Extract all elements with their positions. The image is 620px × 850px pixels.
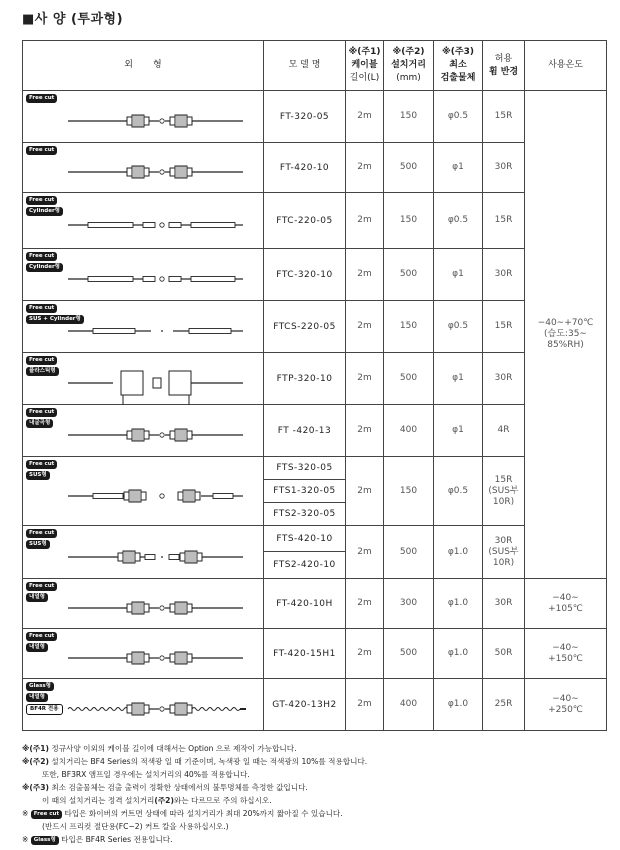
figure-cell [23,301,264,353]
type-badge: 내굴곡형 [26,419,53,428]
sensing-distance: 500 [384,526,434,579]
cable-length: 2m [346,579,384,629]
cable-length: 2m [346,301,384,353]
header-cable: ※(주1) 케이블 길이(L) [346,41,384,91]
fiber-sensor-drawing [63,193,248,249]
table-row [23,249,607,301]
model-name: FTS-420-10 [264,526,346,552]
fiber-sensor-drawing [63,526,248,579]
type-badges [26,529,57,549]
model-name: FTS2-420-10 [264,552,346,579]
type-badges [26,632,57,652]
cable-length: 2m [346,353,384,405]
min-object: φ1.0 [434,679,483,731]
header-min-object: ※(주3) 최소 검출물체 [434,41,483,91]
cable-length: 2m [346,679,384,731]
header-temp: 사용온도 [525,41,607,91]
table-row [23,91,607,143]
table-row [23,579,607,629]
note-5: ※ Glass형 타입은 BF4R Series 전용입니다. [22,835,173,844]
bend-radius: 30R [483,579,525,629]
min-object: φ1 [434,353,483,405]
figure-cell [23,193,264,249]
fiber-sensor-drawing [63,143,248,193]
page-title: ■사 양 (투과형) [22,12,124,27]
table-row [23,457,607,480]
model-name: FTC-320-10 [264,249,346,301]
model-name: FTS1-320-05 [264,480,346,503]
model-name: FT-420-10H [264,579,346,629]
bend-radius: 30R [483,143,525,193]
operating-temp: −40∼ +105℃ [525,579,607,629]
type-badges [26,460,57,480]
glass-badge: Glass형 [31,836,59,845]
note-2b: 또한, BF3RX 앰프일 경우에는 설치거리의 40%를 적용합니다. [42,770,250,779]
sensing-distance: 400 [384,679,434,731]
table-row [23,193,607,249]
figure-cell [23,405,264,457]
header-bend-radius: 허용 휨 반경 [483,41,525,91]
type-badges [26,356,59,376]
cable-length: 2m [346,193,384,249]
figure-cell [23,91,264,143]
type-badge: Cylinder형 [26,263,63,272]
operating-temp: −40∼ +250℃ [525,679,607,731]
min-object: φ0.5 [434,457,483,526]
table-row [23,629,607,679]
sensing-distance: 500 [384,353,434,405]
sensing-distance: 500 [384,143,434,193]
fiber-sensor-drawing [63,91,248,143]
figure-cell [23,353,264,405]
model-name: FT-320-05 [264,91,346,143]
sensing-distance: 150 [384,193,434,249]
header-figure: 외 형 [23,41,264,91]
sensing-distance: 300 [384,579,434,629]
fiber-sensor-drawing [63,629,248,679]
table-row [23,405,607,457]
table-row [23,143,607,193]
fiber-sensor-drawing [63,679,248,731]
cable-length: 2m [346,526,384,579]
model-name: FTCS-220-05 [264,301,346,353]
sensing-distance: 150 [384,301,434,353]
fiber-sensor-drawing [63,249,248,301]
type-badge: SUS형 [26,540,50,549]
type-badge: Free cut [26,460,57,469]
type-badge: Free cut [26,408,57,417]
cable-length: 2m [346,91,384,143]
sensing-distance: 500 [384,249,434,301]
min-object: φ0.5 [434,193,483,249]
bend-radius: 30R [483,353,525,405]
type-badges [26,196,63,216]
note-4: ※ Free cut 타입은 화이버의 커트면 상태에 따라 설치거리가 최대 20%까지 짧아질 수 있습니다. [22,809,343,818]
fiber-sensor-drawing [63,301,248,353]
bend-radius: 50R [483,629,525,679]
note-2: ※(주2) 설치거리는 BF4 Series의 적색광 일 때 기준이며, 녹색광 일 때는 적색광의 10%를 적용합니다. [22,757,368,766]
sensing-distance: 500 [384,629,434,679]
min-object: φ0.5 [434,91,483,143]
table-row [23,353,607,405]
type-badge: Free cut [26,94,57,103]
note-4b: (반드시 프리컷 절단용(FC−2) 커트 칼을 사용하십시오.) [42,822,229,831]
bend-radius: 15R [483,91,525,143]
figure-cell [23,249,264,301]
min-object: φ1.0 [434,579,483,629]
cable-length: 2m [346,629,384,679]
min-object: φ1 [434,143,483,193]
fiber-sensor-drawing [63,405,248,457]
table-row [23,301,607,353]
model-name: FTS-320-05 [264,457,346,480]
note-3: ※(주3) 최소 검출물체는 검출 출력이 정확한 상태에서의 불투명체를 측정한 값입니다. [22,783,308,792]
operating-temp: −40∼ +150℃ [525,629,607,679]
bend-radius: 15R (SUS부 10R) [483,457,525,526]
type-badges [26,408,57,428]
bend-radius: 15R [483,193,525,249]
operating-temp: −40∼+70℃ (습도:35∼ 85%RH) [525,91,607,579]
type-badge: Glass형 [26,682,54,691]
model-name: FT-420-15H1 [264,629,346,679]
figure-cell [23,629,264,679]
header-distance: ※(주2) 설치거리 (mm) [384,41,434,91]
bend-radius: 30R [483,249,525,301]
min-object: φ0.5 [434,301,483,353]
type-badge: Free cut [26,304,57,313]
type-badges [26,146,57,155]
fiber-sensor-drawing [63,579,248,629]
bend-radius: 30R (SUS부 10R) [483,526,525,579]
type-badge: 내열형 [26,593,48,602]
type-badge: 내열형 [26,693,48,702]
figure-cell [23,526,264,579]
header-row [23,41,607,91]
bend-radius: 4R [483,405,525,457]
fiber-sensor-drawing [63,457,248,526]
figure-cell [23,579,264,629]
type-badge: Free cut [26,582,57,591]
bend-radius: 25R [483,679,525,731]
model-name: GT-420-13H2 [264,679,346,731]
sensing-distance: 400 [384,405,434,457]
type-badge: Cylinder형 [26,207,63,216]
type-badges [26,682,63,715]
bend-radius: 15R [483,301,525,353]
model-name: FTC-220-05 [264,193,346,249]
type-badge: BF4R 전용 [26,704,63,715]
type-badges [26,252,63,272]
table-row [23,526,607,552]
cable-length: 2m [346,143,384,193]
model-name: FT-420-10 [264,143,346,193]
min-object: φ1.0 [434,629,483,679]
type-badge: Free cut [26,252,57,261]
min-object: φ1.0 [434,526,483,579]
type-badge: Free cut [26,196,57,205]
min-object: φ1 [434,249,483,301]
type-badge: Free cut [26,356,57,365]
free-cut-badge: Free cut [31,810,62,819]
cable-length: 2m [346,405,384,457]
type-badges [26,94,57,103]
type-badge: 내열형 [26,643,48,652]
type-badge: Free cut [26,529,57,538]
type-badge: SUS형 [26,471,50,480]
model-name: FT -420-13 [264,405,346,457]
figure-cell [23,457,264,526]
footnotes [22,742,612,846]
spec-table [22,40,607,731]
type-badges [26,582,57,602]
type-badge: Free cut [26,632,57,641]
cable-length: 2m [346,249,384,301]
sensing-distance: 150 [384,457,434,526]
type-badge: 플라스틱형 [26,367,59,376]
min-object: φ1 [434,405,483,457]
type-badge: SUS + Cylinder형 [26,315,84,324]
table-row [23,679,607,731]
note-1: ※(주1) 정규사양 이외의 케이블 길이에 대해서는 Option 으로 제작이 가능합니다. [22,744,297,753]
note-3b: 이 때의 설치거리는 정격 설치거리(주2)와는 다르므로 주의 하십시오. [42,796,272,805]
cable-length: 2m [346,457,384,526]
figure-cell [23,143,264,193]
model-name: FTS2-320-05 [264,503,346,526]
type-badge: Free cut [26,146,57,155]
sensing-distance: 150 [384,91,434,143]
header-model: 모 델 명 [264,41,346,91]
figure-cell [23,679,264,731]
model-name: FTP-320-10 [264,353,346,405]
fiber-sensor-drawing [63,353,248,405]
